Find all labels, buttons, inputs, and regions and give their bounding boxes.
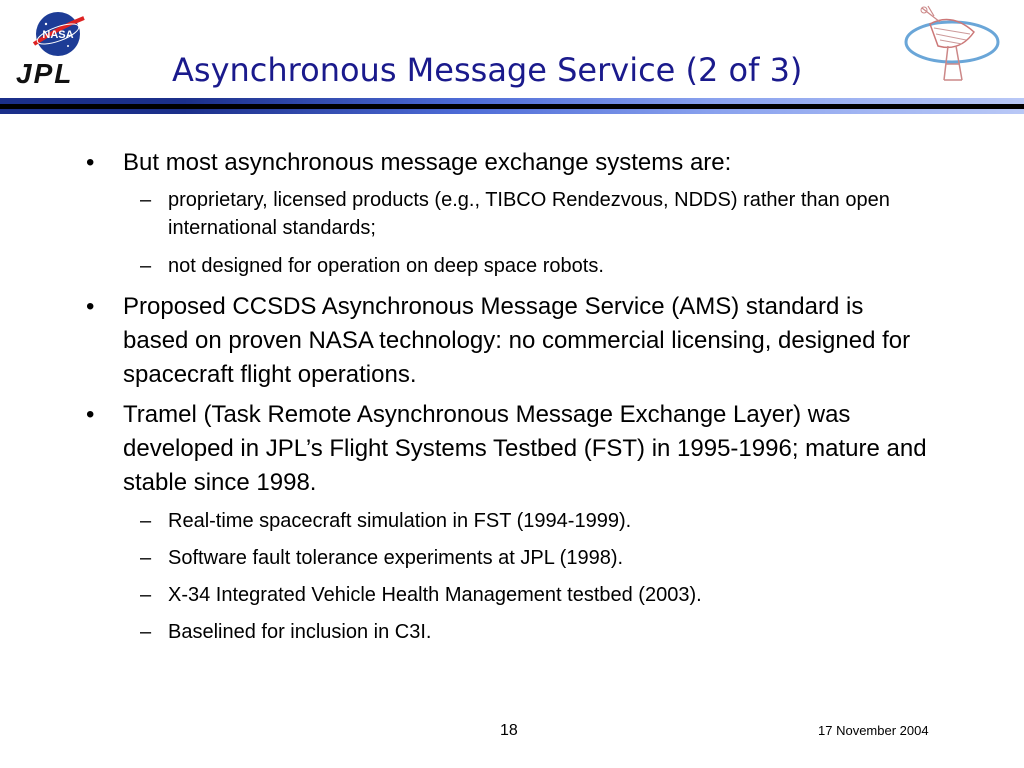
slide-title: Asynchronous Message Service (2 of 3) xyxy=(172,51,803,89)
bullet-mark: • xyxy=(86,293,95,320)
footer-date: 17 November 2004 xyxy=(818,723,929,738)
sub-bullet-text: Software fault tolerance experiments at JPL (1998). xyxy=(168,547,624,569)
dash-mark: – xyxy=(140,584,152,606)
bullet-mark: • xyxy=(86,401,95,428)
bullet-text: Proposed CCSDS Asynchronous Message Service (AMS) standard is based on proven NASA technology: no commercial licensing, designed for spacecraft flight operations. xyxy=(123,293,911,388)
dash-mark: – xyxy=(140,547,152,569)
dash-mark: – xyxy=(140,189,152,211)
bullet-mark: • xyxy=(86,149,95,176)
dash-mark: – xyxy=(140,510,152,532)
sub-bullet-text: Real-time spacecraft simulation in FST (1994-1999). xyxy=(168,510,632,532)
sub-bullet-text: Baselined for inclusion in C3I. xyxy=(168,621,432,643)
dash-mark: – xyxy=(140,621,152,643)
antenna-logo xyxy=(900,2,1004,88)
sub-bullet-text: not designed for operation on deep space robots. xyxy=(168,255,604,277)
sub-bullet-text: proprietary, licensed products (e.g., TIBCO Rendezvous, NDDS) rather than open international standards; xyxy=(168,189,890,239)
svg-text:NASA: NASA xyxy=(42,29,74,41)
dash-mark: – xyxy=(140,255,152,277)
page-number: 18 xyxy=(500,722,518,739)
sub-bullet-text: X-34 Integrated Vehicle Health Management testbed (2003). xyxy=(168,584,702,606)
jpl-logo: JPL xyxy=(16,58,74,89)
bullet-text: But most asynchronous message exchange systems are: xyxy=(123,149,732,176)
bullet-text: Tramel (Task Remote Asynchronous Message Exchange Layer) was developed in JPL’s Flight Systems Testbed (FST) in 1995-1996; mature and stable since 1998. xyxy=(123,401,927,496)
header-rule xyxy=(0,98,1024,114)
nasa-logo xyxy=(28,10,88,58)
